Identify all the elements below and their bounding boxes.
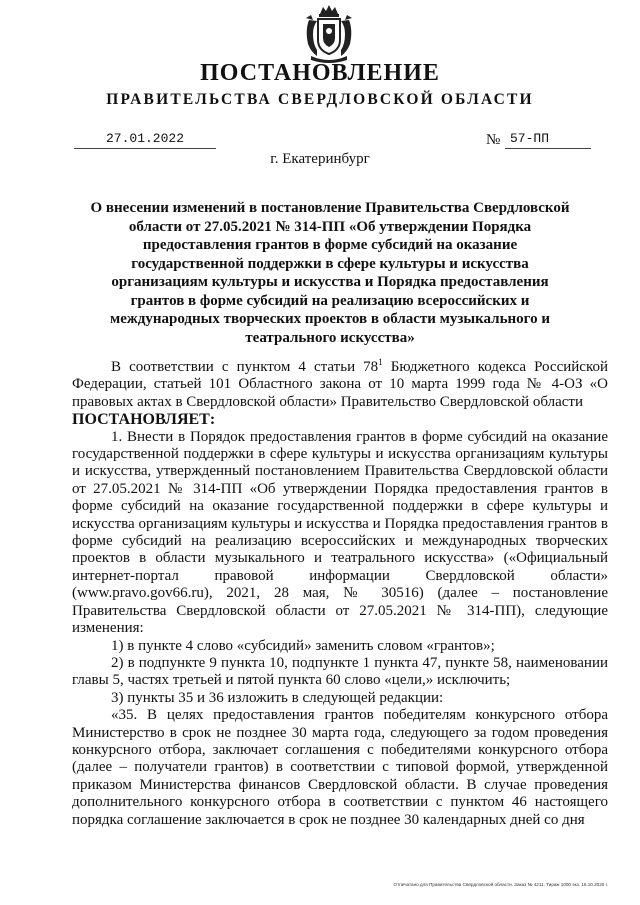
date-underline bbox=[74, 148, 216, 149]
paragraph-3: 2) в подпункте 9 пункта 10, подпункте 1 пункта 47, пункте 58, наименовании главы 5, частях третьей и пятой пункта 60 слово «цели,» исключить; bbox=[72, 654, 608, 689]
paragraph-5: «35. В целях предоставления грантов победителям конкурсного отбора Министерство в срок не позднее 30 марта года, следующего за годом проведения конкурсного отбора, заключает соглашения с победителями конкурсного отбора (далее – получатели грантов) в соответствии с типовой формой, утвержденной приказом Министерства финансов Свердловской области. В случае проведения дополнительного конкурсного отбора в соответствии с пунктом 46 настоящего порядка соглашение заключается в срок не позднее 30 календарных дней со дня bbox=[72, 707, 608, 828]
print-footer: Отпечатано для Правительства Свердловской области. Заказ № 4211. Тираж 1000 экз. 16.10.2020 г. bbox=[393, 882, 608, 887]
number-sign: № bbox=[486, 132, 501, 148]
intro-paragraph bbox=[72, 354, 608, 411]
document-number: 57-ПП bbox=[510, 131, 550, 146]
document-subtitle: ПРАВИТЕЛЬСТВА СВЕРДЛОВСКОЙ ОБЛАСТИ bbox=[106, 91, 534, 108]
document-heading: О внесении изменений в постановление Правительства Свердловской области от 27.05.2021 № 314-ПП «Об утверждении Порядка предоставления грантов в форме субсидий на оказание государственной поддержки в сфере культуры и искусства организациям культуры и искусства и Порядка предоставления грантов в форме субсидий на реализацию всероссийских и международных творческих проектов в области музыкального и театрального искусства» bbox=[90, 200, 570, 346]
paragraph-2: 1) в пункте 4 слово «субсидий» заменить словом «грантов»; bbox=[111, 637, 495, 654]
paragraph-4: 3) пункты 35 и 36 изложить в следующей редакции: bbox=[111, 689, 444, 706]
intro-text-b: Бюджетного кодекса Российской Федерации, статьей 101 Областного закона от 10 марта 1999 года № 4-ОЗ «О правовых актах в Свердловской области» Правительство Свердловской области bbox=[72, 359, 609, 410]
document-city: г. Екатеринбург bbox=[270, 151, 370, 167]
decree-word: ПОСТАНОВЛЯЕТ: bbox=[72, 411, 216, 429]
document-title: ПОСТАНОВЛЕНИЕ bbox=[200, 60, 440, 86]
number-underline bbox=[505, 148, 591, 149]
coat-of-arms-icon bbox=[301, 4, 357, 66]
intro-superscript: 1 bbox=[378, 357, 383, 367]
document-date: 27.01.2022 bbox=[105, 131, 184, 146]
paragraph-1: 1. Внести в Порядок предоставления грантов в форме субсидий на оказание государственной поддержки в сфере культуры и искусства организациям культуры и искусства, утвержденный постановлением Правительства Свердловской области от 27.05.2021 № 314-ПП «Об утверждении Порядка предоставления грантов в форме субсидий на оказание государственной поддержки в сфере культуры и искусства организациям культуры и искусства и Порядка предоставления грантов в форме субсидий на реализацию всероссийских и международных творческих проектов в области музыкального и театрального искусства» («Официальный интернет-портал правовой информации Свердловской области» (www.pravo.gov66.ru), 2021, 28 мая, № 30516) (далее – постановление Правительства Свердловской области от 27.05.2021 № 314-ПП), следующие изменения: bbox=[72, 428, 608, 637]
document-body bbox=[72, 354, 608, 829]
intro-text-a: В соответствии с пунктом 4 статьи 78 bbox=[111, 359, 379, 375]
